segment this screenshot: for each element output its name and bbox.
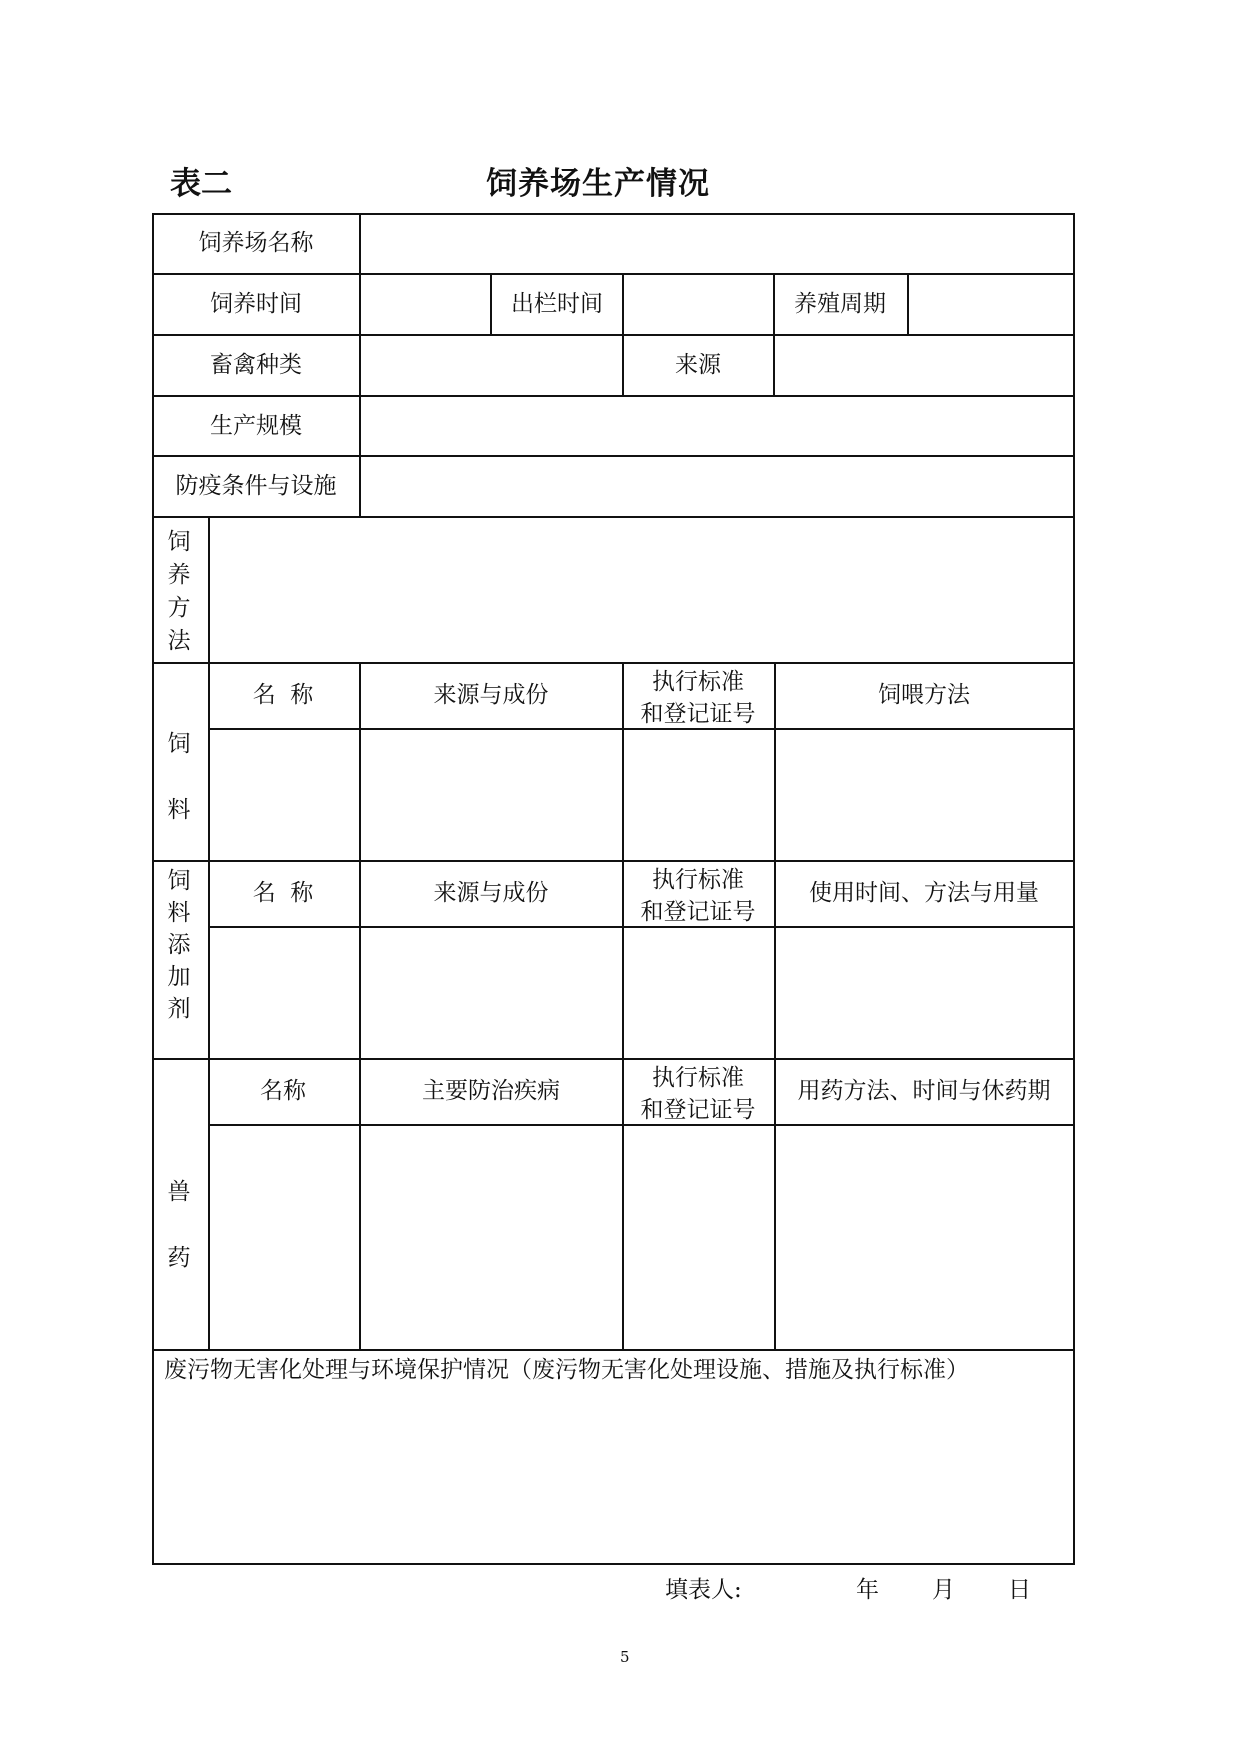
feed-section-label: 饲 料: [167, 731, 191, 823]
form-filler-label: 填表人:: [665, 1577, 742, 1603]
feed-header-source: 来源与成份: [433, 682, 549, 708]
source-field[interactable]: [775, 336, 1073, 395]
label-farm-name: 饲养场名称: [198, 230, 314, 256]
vet-drug-header-standard: 执行标准 和登记证号: [640, 1065, 756, 1123]
additive-header-name: 名 称: [252, 880, 314, 906]
additive-header-usage: 使用时间、方法与用量: [809, 880, 1039, 906]
page-number: 5: [620, 1648, 630, 1666]
additive-header-source: 来源与成份: [433, 880, 549, 906]
vet-drug-header-disease: 主要防治疾病: [422, 1078, 560, 1104]
table-border-right: [1073, 213, 1075, 1565]
label-feeding-time: 饲养时间: [210, 291, 302, 317]
feed-header-method: 饲喂方法: [878, 682, 970, 708]
feeding-method-label: 饲 养 方 法: [167, 529, 191, 654]
date-day-label: 日: [1008, 1577, 1031, 1603]
page-title: 饲养场生产情况: [486, 166, 710, 202]
additive-header-standard: 执行标准 和登记证号: [640, 867, 756, 925]
label-breeding-cycle: 养殖周期: [794, 291, 886, 317]
col-divider: [359, 662, 361, 1349]
waste-treatment-label: 废污物无害化处理与环境保护情况（废污物无害化处理设施、措施及执行标准）: [164, 1357, 969, 1383]
label-epidemic-facilities: 防疫条件与设施: [175, 473, 337, 499]
farm-name-field[interactable]: [361, 215, 1073, 273]
label-production-scale: 生产规模: [210, 413, 302, 439]
vet-drug-section-label: 兽 药: [167, 1179, 191, 1271]
col-divider: [622, 662, 624, 1349]
row-divider: [152, 662, 1075, 664]
table-border-left: [152, 213, 154, 1565]
row-divider: [152, 1058, 1075, 1060]
additive-section-label: 饲 料 添 加 剂: [167, 868, 191, 1022]
row-divider: [152, 860, 1075, 862]
label-livestock-type: 畜禽种类: [210, 352, 302, 378]
table-label: 表二: [170, 166, 232, 202]
feed-header-name: 名 称: [252, 682, 314, 708]
livestock-type-field[interactable]: [361, 336, 622, 395]
breeding-cycle-field[interactable]: [909, 275, 1073, 334]
feed-header-standard: 执行标准 和登记证号: [640, 669, 756, 727]
label-source: 来源: [675, 352, 721, 378]
table-border-bottom: [152, 1563, 1075, 1565]
release-time-field[interactable]: [624, 275, 773, 334]
date-year-label: 年: [856, 1577, 879, 1603]
label-release-time: 出栏时间: [511, 291, 603, 317]
vet-drug-header-name: 名称: [260, 1078, 306, 1104]
feeding-method-field[interactable]: [210, 518, 1073, 662]
vet-drug-header-usage: 用药方法、时间与休药期: [797, 1078, 1051, 1104]
waste-treatment-field[interactable]: [154, 1391, 1073, 1563]
date-month-label: 月: [932, 1577, 955, 1603]
row-divider: [152, 1349, 1075, 1351]
feeding-time-field[interactable]: [361, 275, 490, 334]
production-scale-field[interactable]: [361, 397, 1073, 455]
epidemic-facilities-field[interactable]: [361, 457, 1073, 516]
production-form-table: [152, 213, 1075, 1565]
col-divider: [774, 662, 776, 1349]
col-divider: [490, 273, 492, 334]
